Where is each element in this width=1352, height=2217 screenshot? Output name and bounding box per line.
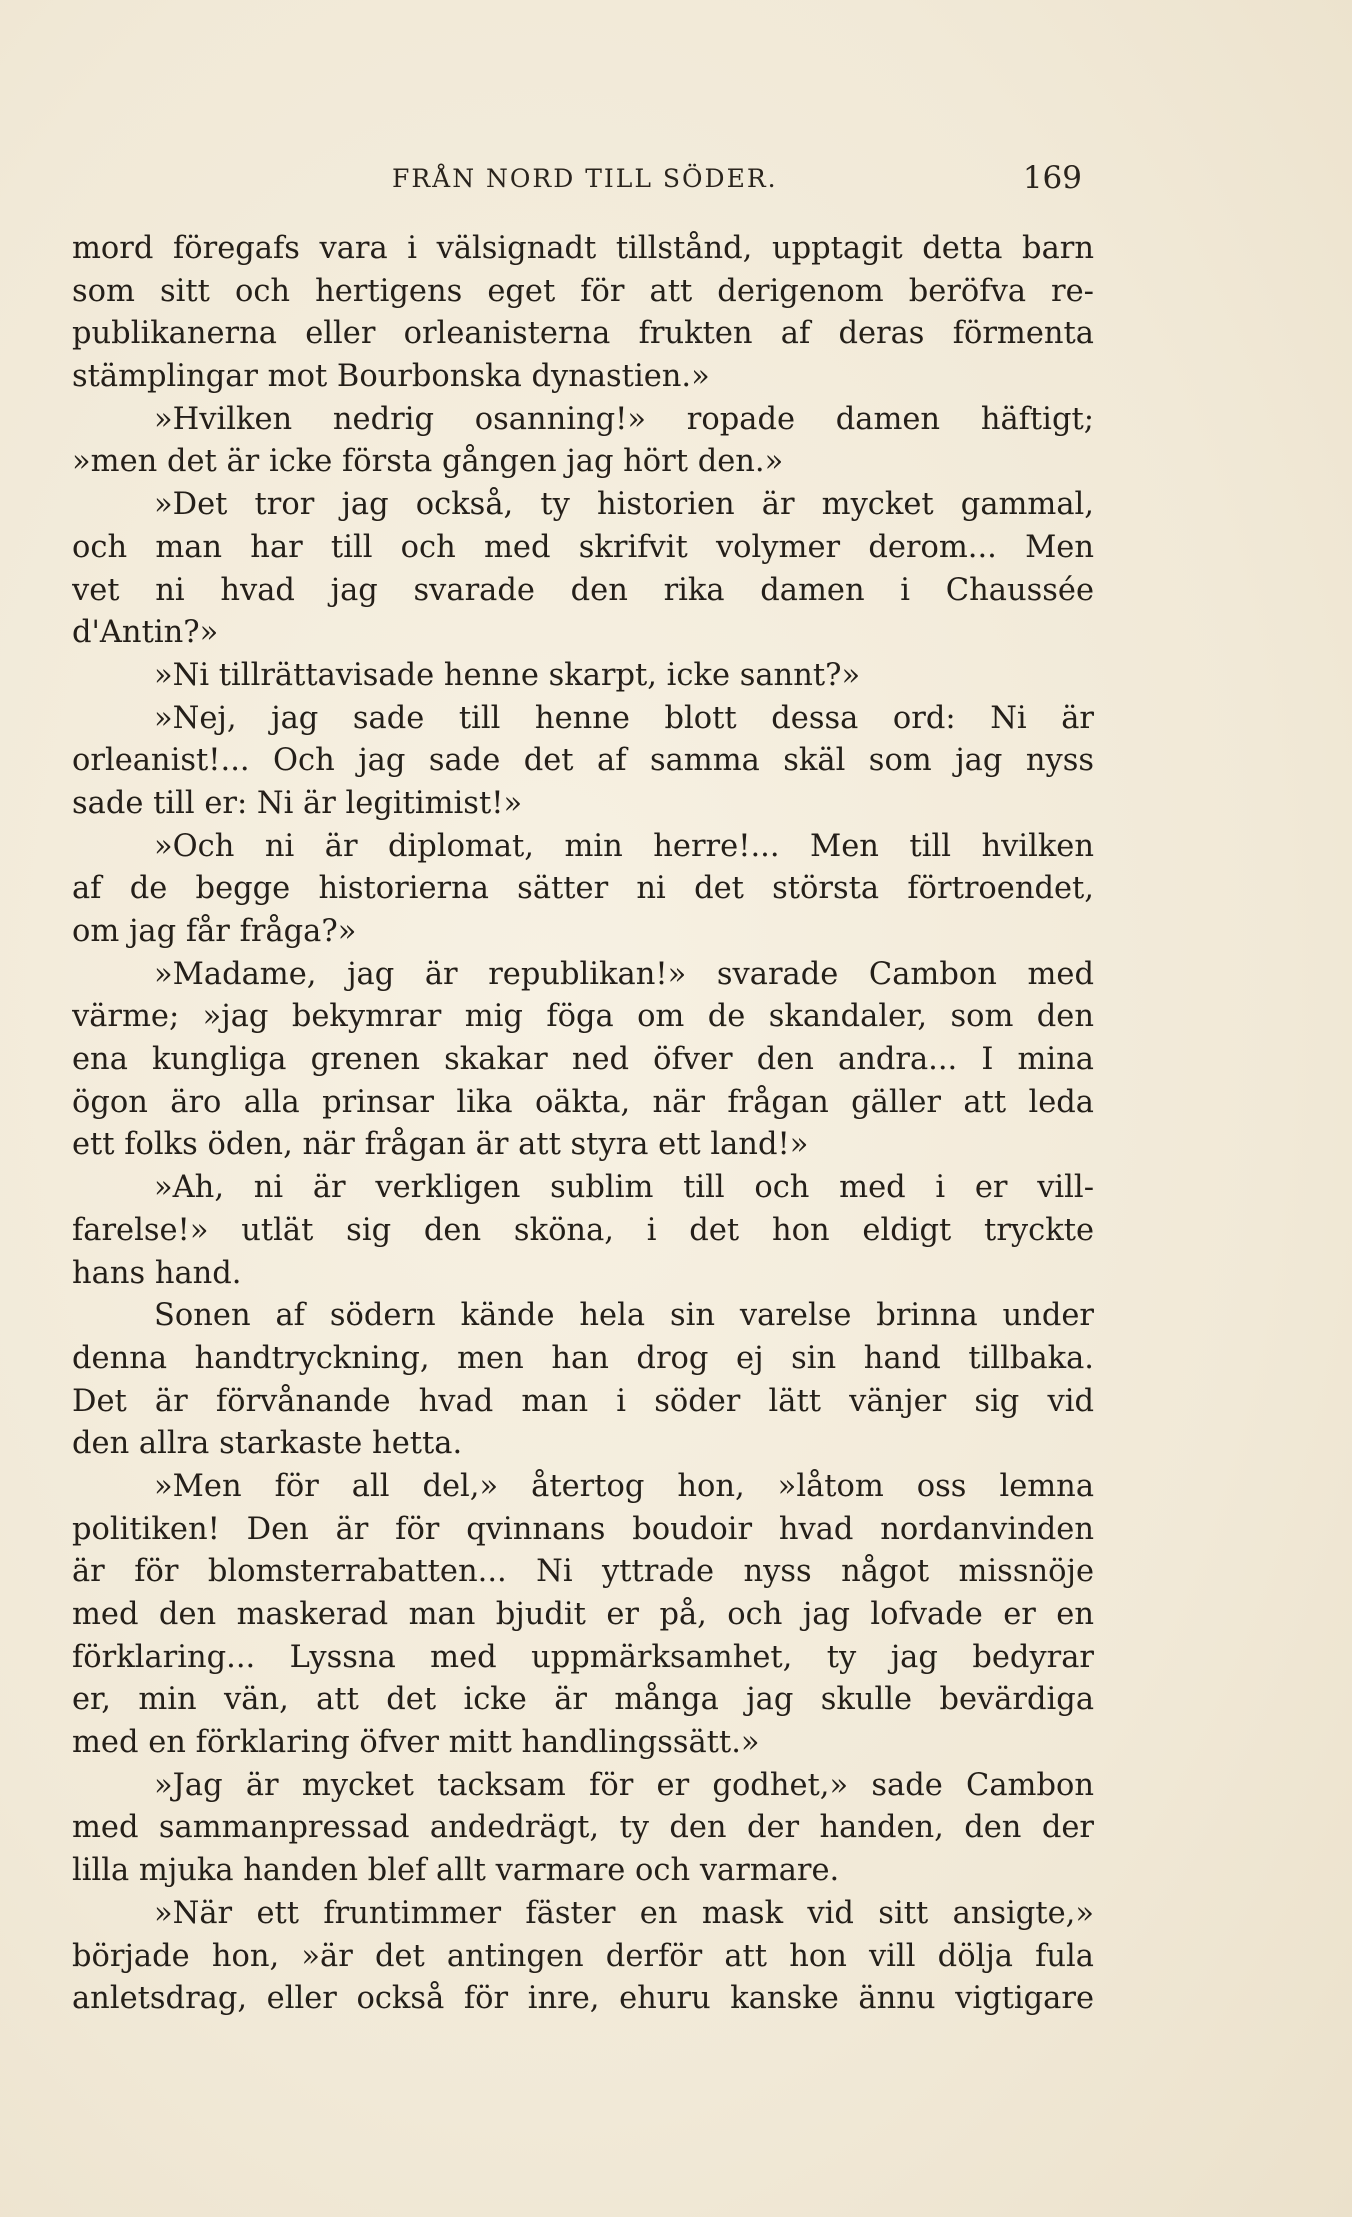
text-line: »Och ni är diplomat, min herre!... Men till hvilken (154, 828, 1094, 864)
text-line: ögon äro alla prinsar lika oäkta, när frågan gäller att leda (72, 1084, 1094, 1120)
text-line: värme; »jag bekymrar mig föga om de skandaler, som den (72, 999, 1094, 1035)
text-line: »Ah, ni är verkligen sublim till och med i er vill- (154, 1170, 1094, 1206)
text-line: d'Antin?» (72, 615, 219, 651)
text-line: ett folks öden, när frågan är att styra ett land!» (72, 1127, 809, 1163)
text-line: med sammanpressad andedrägt, ty den der handen, den der (72, 1810, 1094, 1846)
text-line: farelse!» utlät sig den sköna, i det hon eldigt tryckte (72, 1212, 1094, 1248)
text-line: »men det är icke första gången jag hört den.» (72, 444, 784, 480)
text-line: »Men för all del,» återtog hon, »låtom oss lemna (154, 1468, 1094, 1504)
text-line: denna handtryckning, men han drog ej sin hand tillbaka. (72, 1340, 1094, 1376)
text-line: af de begge historierna sätter ni det största förtroendet, (72, 871, 1094, 907)
text-line: med en förklaring öfver mitt handlingssätt.» (72, 1725, 760, 1761)
text-line: med den maskerad man bjudit er på, och jag lofvade er en (72, 1597, 1094, 1632)
text-line: publikanerna eller orleanisterna frukten af deras förmenta (72, 316, 1094, 352)
text-line: förklaring... Lyssna med uppmärksamhet, ty jag bedyrar (72, 1639, 1094, 1675)
text-line: hans hand. (72, 1255, 242, 1291)
text-line: »Nej, jag sade till henne blott dessa ord: Ni är (154, 700, 1094, 736)
text-line: anletsdrag, eller också för inre, ehuru kanske ännu vigtigare (72, 1981, 1094, 2017)
text-line: som sitt och hertigens eget för att derigenom beröfva re- (72, 273, 1094, 309)
text-line: vet ni hvad jag svarade den rika damen i Chaussée (72, 572, 1094, 608)
text-line: »När ett fruntimmer fäster en mask vid sitt ansigte,» (154, 1895, 1094, 1931)
page-number: 169 (1022, 160, 1082, 196)
text-line: och man har till och med skrifvit volymer derom... Men (72, 529, 1094, 565)
text-line: orleanist!... Och jag sade det af samma skäl som jag nyss (72, 743, 1094, 779)
text-line: »Madame, jag är republikan!» svarade Cambon med (154, 956, 1094, 992)
page-header (72, 160, 1082, 200)
body-text (72, 228, 1094, 2021)
running-title: FRÅN NORD TILL SÖDER. (392, 164, 778, 193)
text-line: er, min vän, att det icke är många jag skulle bevärdiga (72, 1682, 1094, 1718)
text-line: »Ni tillrättavisade henne skarpt, icke sannt?» (154, 657, 861, 693)
text-line: Sonen af södern kände hela sin varelse brinna under (154, 1298, 1094, 1334)
text-line: ena kungliga grenen skakar ned öfver den andra... I mina (72, 1042, 1094, 1078)
text-line: mord föregafs vara i välsignadt tillstånd, upptagit detta barn (72, 231, 1094, 266)
text-line: politiken! Den är för qvinnans boudoir hvad nordanvinden (72, 1511, 1094, 1547)
text-line: Det är förvånande hvad man i söder lätt vänjer sig vid (72, 1383, 1094, 1419)
text-line: började hon, »är det antingen derför att hon vill dölja fula (72, 1938, 1094, 1974)
text-line: »Jag är mycket tacksam för er godhet,» sade Cambon (154, 1767, 1094, 1803)
text-line: om jag får fråga?» (72, 914, 357, 949)
text-line: sade till er: Ni är legitimist!» (72, 785, 523, 821)
text-line: stämplingar mot Bourbonska dynastien.» (72, 359, 710, 395)
text-line: »Hvilken nedrig osanning!» ropade damen häftigt; (154, 401, 1094, 437)
text-line: »Det tror jag också, ty historien är mycket gammal, (154, 487, 1094, 523)
text-line: lilla mjuka handen blef allt varmare och varmare. (72, 1853, 840, 1889)
text-line: den allra starkaste hetta. (72, 1426, 463, 1462)
text-line: är för blomsterrabatten... Ni yttrade nyss något missnöje (72, 1554, 1094, 1590)
